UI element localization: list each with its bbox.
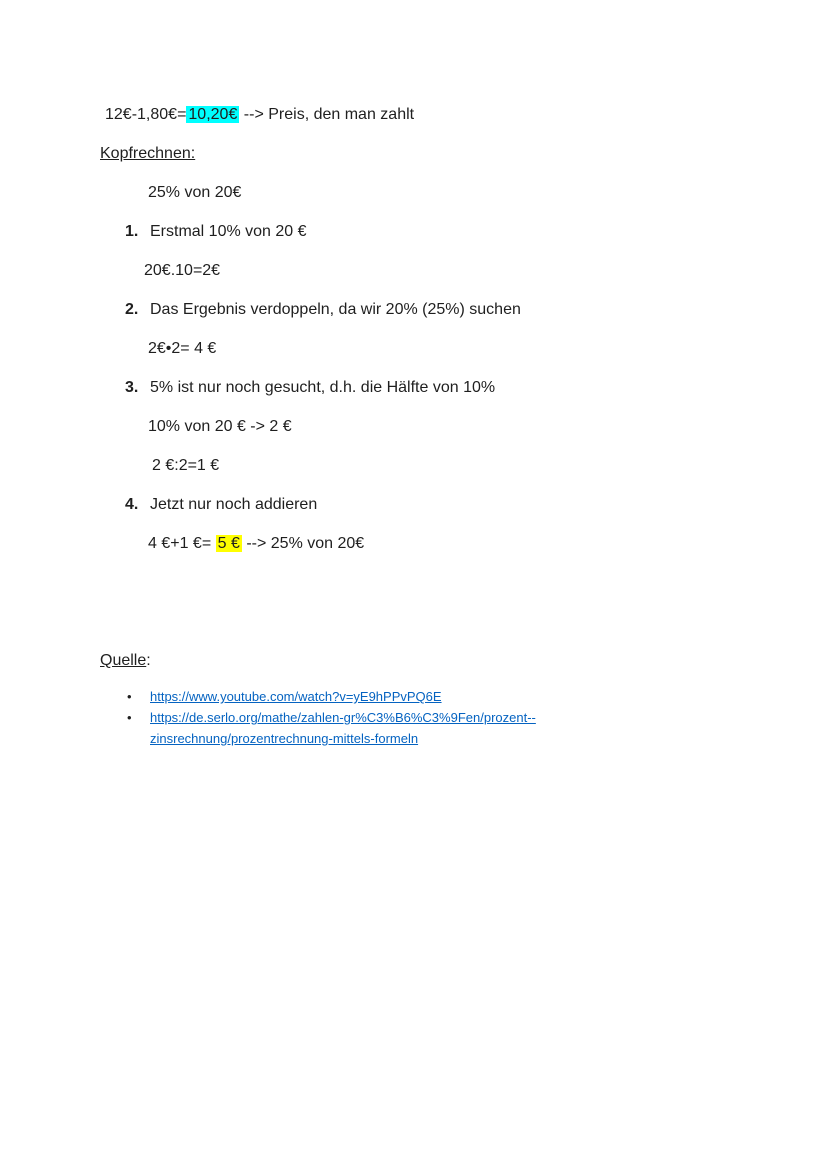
list-text-2: Das Ergebnis verdoppeln, da wir 20% (25%) suchen: [150, 301, 521, 318]
section-heading: Kopfrechnen:: [100, 145, 196, 162]
source-heading: [100, 641, 768, 680]
calc-line-2: 2€•2= 4 €: [148, 340, 217, 357]
source-heading-word: Quelle: [100, 652, 147, 669]
intro-pre: 12€-1,80€=: [105, 106, 187, 123]
source-link-youtube[interactable]: https://www.youtube.com/watch?v=yE9hPPvPQ6E: [150, 689, 442, 704]
source-list-item: [127, 707, 605, 749]
intro-line: [100, 95, 768, 134]
list-number-3: 3.: [125, 379, 139, 396]
source-heading-colon: :: [146, 652, 151, 669]
list-item-1: [100, 212, 768, 251]
list-item-4: [100, 485, 768, 524]
list-number-4: 4.: [125, 496, 139, 513]
intro-post: --> Preis, den man zahlt: [239, 106, 415, 123]
calc-line-3b: 2 €:2=1 €: [152, 457, 220, 474]
result-highlight: 5 €: [217, 535, 240, 552]
list-text-3: 5% ist nur noch gesucht, d.h. die Hälfte von 10%: [150, 379, 496, 396]
result-pre: 4 €+1 €=: [148, 535, 216, 552]
list-number-2: 2.: [125, 301, 139, 318]
intro-highlight: 10,20€: [188, 106, 238, 123]
list-text-1: Erstmal 10% von 20 €: [150, 223, 307, 240]
calc-line-1: 20€.10=2€: [144, 262, 221, 279]
result-post: --> 25% von 20€: [241, 535, 365, 552]
result-line: [100, 524, 768, 563]
list-item-2: [100, 290, 768, 329]
calc-line-3a: 10% von 20 € -> 2 €: [148, 418, 292, 435]
list-item-3: [100, 368, 768, 407]
bullet-icon: •: [127, 710, 132, 725]
source-link-serlo[interactable]: https://de.serlo.org/mathe/zahlen-gr%C3%B6%C3%9Fen/prozent--zinsrechnung/prozentrechnung-mittels-formeln: [150, 710, 536, 746]
list-number-1: 1.: [125, 223, 139, 240]
source-list: [100, 686, 768, 749]
source-list-item: [127, 686, 605, 707]
bullet-icon: •: [127, 689, 132, 704]
list-text-4: Jetzt nur noch addieren: [150, 496, 318, 513]
subtitle: 25% von 20€: [148, 184, 242, 201]
